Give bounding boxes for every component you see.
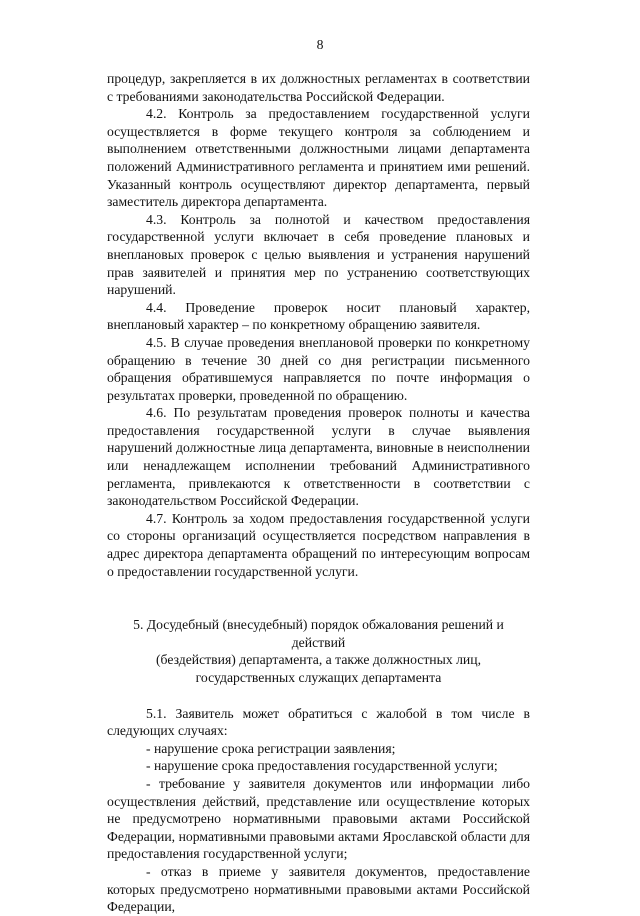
list-item-refusal-acceptance: - отказ в приеме у заявителя документов, предоставление которых предусмотрено нормативными правовыми актами Российской Федерации, [107, 863, 530, 915]
paragraph-4-4: 4.4. Проведение проверок носит плановый характер, внеплановый характер – по конкретному обращению заявителя. [107, 299, 530, 333]
spacer [107, 687, 530, 705]
list-item-service-deadline: - нарушение срока предоставления государственной услуги; [146, 758, 498, 774]
page-number: 8 [316, 37, 324, 52]
section-5-title [107, 616, 530, 686]
paragraph-4-2: 4.2. Контроль за предоставлением государственной услуги осуществляется в форме текущего контроля за соблюдением и выполнением ответственными должностными лицами департамента положений Административного регламента и принятием ими решений. Указанный контроль осуществляют директор департамента, первый заместитель директора департамента. [107, 106, 530, 210]
list-item-registration-deadline: - нарушение срока регистрации заявления; [146, 740, 396, 756]
paragraph-5-1: 5.1. Заявитель может обратиться с жалобой в том числе в следующих случаях: [107, 705, 530, 739]
paragraph-4-6: 4.6. По результатам проведения проверок полноты и качества предоставления государственной услуги в случае выявления нарушений должностные лица департамента, виновные в неисполнении или ненадлежащем исполнении требований Административного регламента, привлекаются к ответственности в соответствии с законодательством Российской Федерации. [107, 405, 530, 509]
paragraph-4-5: 4.5. В случае проведения внеплановой проверки по конкретному обращению в течение 30 дней со дня регистрации письменного обращения обратившемуся направляется по почте информация о результатах проверки, проведенной по обращению. [107, 334, 530, 403]
section-title-line-3: государственных служащих департамента [195, 670, 442, 685]
document-body [107, 70, 530, 916]
section-title-line-1: 5. Досудебный (внесудебный) порядок обжалования решений и действий [133, 617, 504, 650]
paragraph-continuation: процедур, закрепляется в их должностных регламентах в соответствии с требованиями законодательства Российской Федерации. [107, 71, 530, 104]
list-item-document-requirement: - требование у заявителя документов или информации либо осуществления действий, представление или осуществление которых не предусмотрено нормативными правовыми актами Российской Федерации, нормативными правовыми актами Ярославской области для предоставления государственной услуги; [107, 775, 530, 862]
section-title-line-2: (бездействия) департамента, а также должностных лиц, [156, 652, 481, 668]
paragraph-4-7: 4.7. Контроль за ходом предоставления государственной услуги со стороны организаций осуществляется посредством направления в адрес директора департамента обращений по интересующим вопросам о предоставлении государственной услуги. [107, 510, 530, 579]
spacer [107, 580, 530, 598]
paragraph-4-3: 4.3. Контроль за полнотой и качеством предоставления государственной услуги включает в себя проведение плановых и внеплановых проверок с целью выявления и устранения нарушений прав заявителей и принятия мер по устранению соответствующих нарушений. [107, 211, 530, 298]
